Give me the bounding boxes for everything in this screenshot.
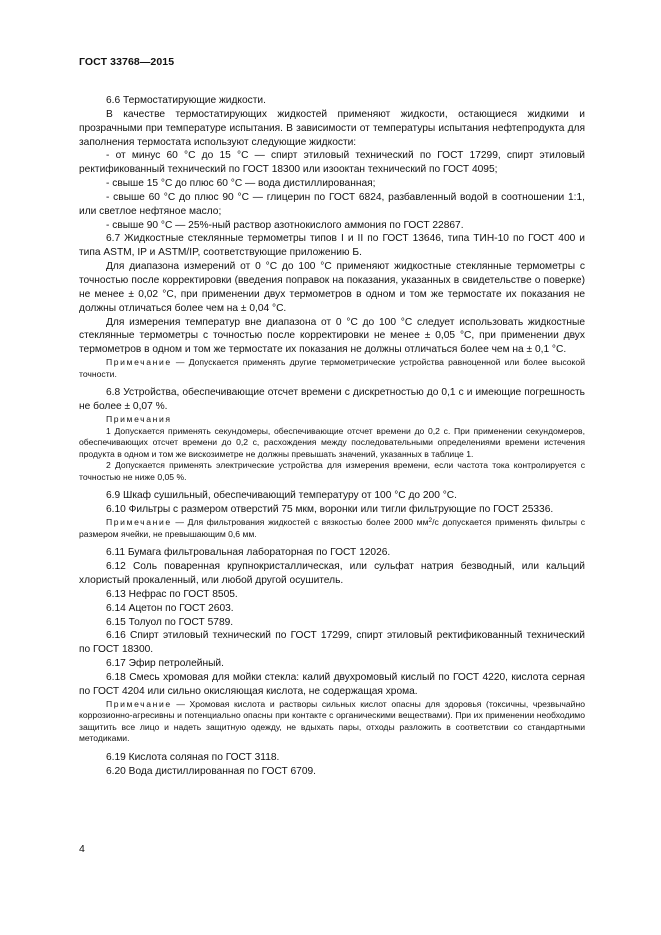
note-label: Примечание (106, 357, 172, 368)
note-text: — Допускается применять другие термометрические устройства равноценной или более высокой точности. (79, 357, 585, 379)
clause-6-14: 6.14 Ацетон по ГОСТ 2603. (106, 602, 234, 614)
clause-6-8: 6.8 Устройства, обеспечивающие отсчет времени с дискретностью до 0,1 с и имеющие погрешность не более ± 0,07 %. (79, 387, 585, 413)
note-chromic-acid (79, 699, 585, 745)
clause-6-6-list-item: - свыше 90 °С — 25%-ный раствор азотнокислого аммония по ГОСТ 22867. (106, 219, 464, 231)
document-body (79, 94, 585, 779)
clause-6-19: 6.19 Кислота соляная по ГОСТ 3118. (106, 752, 280, 763)
clause-6-7: 6.7 Жидкостные стеклянные термометры типов I и II по ГОСТ 13646, типа ТИН-10 по ГОСТ 400 и типа ASTM, IP и ASTM/IP, соответствующие приложению Б. (79, 233, 585, 259)
note-label: Примечание (106, 517, 172, 528)
clause-6-20: 6.20 Вода дистиллированная по ГОСТ 6709. (106, 765, 317, 777)
note-item: 2 Допускается применять электрические устройства для измерения времени, если частота тока контролируется с точностью не ниже 0,05 %. (79, 460, 585, 482)
clause-6-7-range-2: Для измерения температур вне диапазона от 0 °С до 100 °С следует использовать жидкостные стеклянные термометры с точностью после корректировки не менее ± 0,05 °С, при применении двух термометров в одном и том же термостате их показания не должны отличаться более чем на ± 0,1 °С. (79, 316, 585, 356)
clause-6-7-range-1: Для диапазона измерений от 0 °С до 100 °С применяют жидкостные стеклянные термометры с точностью после корректировки (введения поправок на показания, указанных в свидетельстве о поверке) не менее ± 0,02 °С, при применении двух термометров в одном и том же термостате их показания не должны отличаться более чем на ± 0,04 °С. (79, 261, 585, 314)
note-label: Примечание (106, 698, 172, 709)
note-item: 1 Допускается применять секундомеры, обеспечивающие отсчет времени до 0,2 с. При применении секундомеров, обеспечивающих отсчет времени до 0,2 с, расхождения между последовательными определениями времени истечения продукта в одном и том же вискозиметре не должны превышать значений, указанных в таблице 1. (79, 425, 585, 459)
clause-6-18: 6.18 Смесь хромовая для мойки стекла: калий двухромовый кислый по ГОСТ 4220, кислота серная по ГОСТ 4204 или сильно окисляющая кислота, не содержащая хрома. (79, 671, 585, 697)
superscript: 2 (428, 517, 433, 525)
clause-6-6-list-item: - свыше 60 °С до плюс 90 °С — глицерин по ГОСТ 6824, разбавленный водой в соотношении 1:1, или светлое нефтяное масло; (79, 191, 585, 217)
clause-6-6-list-item: - свыше 15 °С до плюс 60 °С — вода дистиллированная; (106, 178, 376, 190)
clause-6-10: 6.10 Фильтры с размером отверстий 75 мкм, воронки или тигли фильтрующие по ГОСТ 25336. (106, 504, 554, 516)
notes-label: Примечания (106, 413, 172, 424)
clause-6-6-title: 6.6 Термостатирующие жидкости. (106, 95, 266, 106)
note-text: — Хромовая кислота и растворы сильных кислот опасны для здоровья (токсичны, чрезвычайно коррозионно-агресивны и потенциально опасны при контакте с органическими веществами). При их применении необходимо защитить все лицо и надеть защитную одежду, не вдыхать пары, отходы разложить в соответствии со стандартными методиками. (79, 698, 585, 744)
clause-6-15: 6.15 Толуол по ГОСТ 5789. (106, 616, 234, 628)
note-text: /с допускается применять фильтры с размером ячейки, не превышающим 0,6 мм. (79, 517, 585, 539)
clause-6-16: 6.16 Спирт этиловый технический по ГОСТ 17299, спирт этиловый ректификованный технический по ГОСТ 18300. (79, 630, 585, 656)
clause-6-17: 6.17 Эфир петролейный. (106, 658, 224, 670)
clause-6-9: 6.9 Шкаф сушильный, обеспечивающий температуру от 100 °С до 200 °С. (106, 490, 457, 502)
note-text: — Для фильтрования жидкостей с вязкостью более 2000 мм (171, 517, 429, 528)
clause-6-12: 6.12 Соль поваренная крупнокристаллическая, или сульфат натрия безводный, или кальций хлористый прокаленный, или любой другой осушитель. (79, 561, 585, 587)
clause-6-11: 6.11 Бумага фильтровальная лабораторная по ГОСТ 12026. (106, 547, 391, 559)
note-filters (79, 517, 585, 540)
page-number: 4 (79, 843, 85, 855)
clause-6-13: 6.13 Нефрас по ГОСТ 8505. (106, 588, 238, 600)
note-thermometers (79, 357, 585, 380)
clause-6-6-text: В качестве термостатирующих жидкостей применяют жидкости, остающиеся жидкими и прозрачными при температуре испытания. В зависимости от температуры испытания нефтепродукта для заполнения термостата используют следующие жидкости: (79, 108, 585, 148)
clause-6-6-list-item: - от минус 60 °С до 15 °С — спирт этиловый технический по ГОСТ 17299, спирт этиловый ректификованный технический по ГОСТ 18300 или изооктан технический по ГОСТ 4095; (79, 150, 585, 176)
document-header: ГОСТ 33768—2015 (79, 56, 175, 68)
